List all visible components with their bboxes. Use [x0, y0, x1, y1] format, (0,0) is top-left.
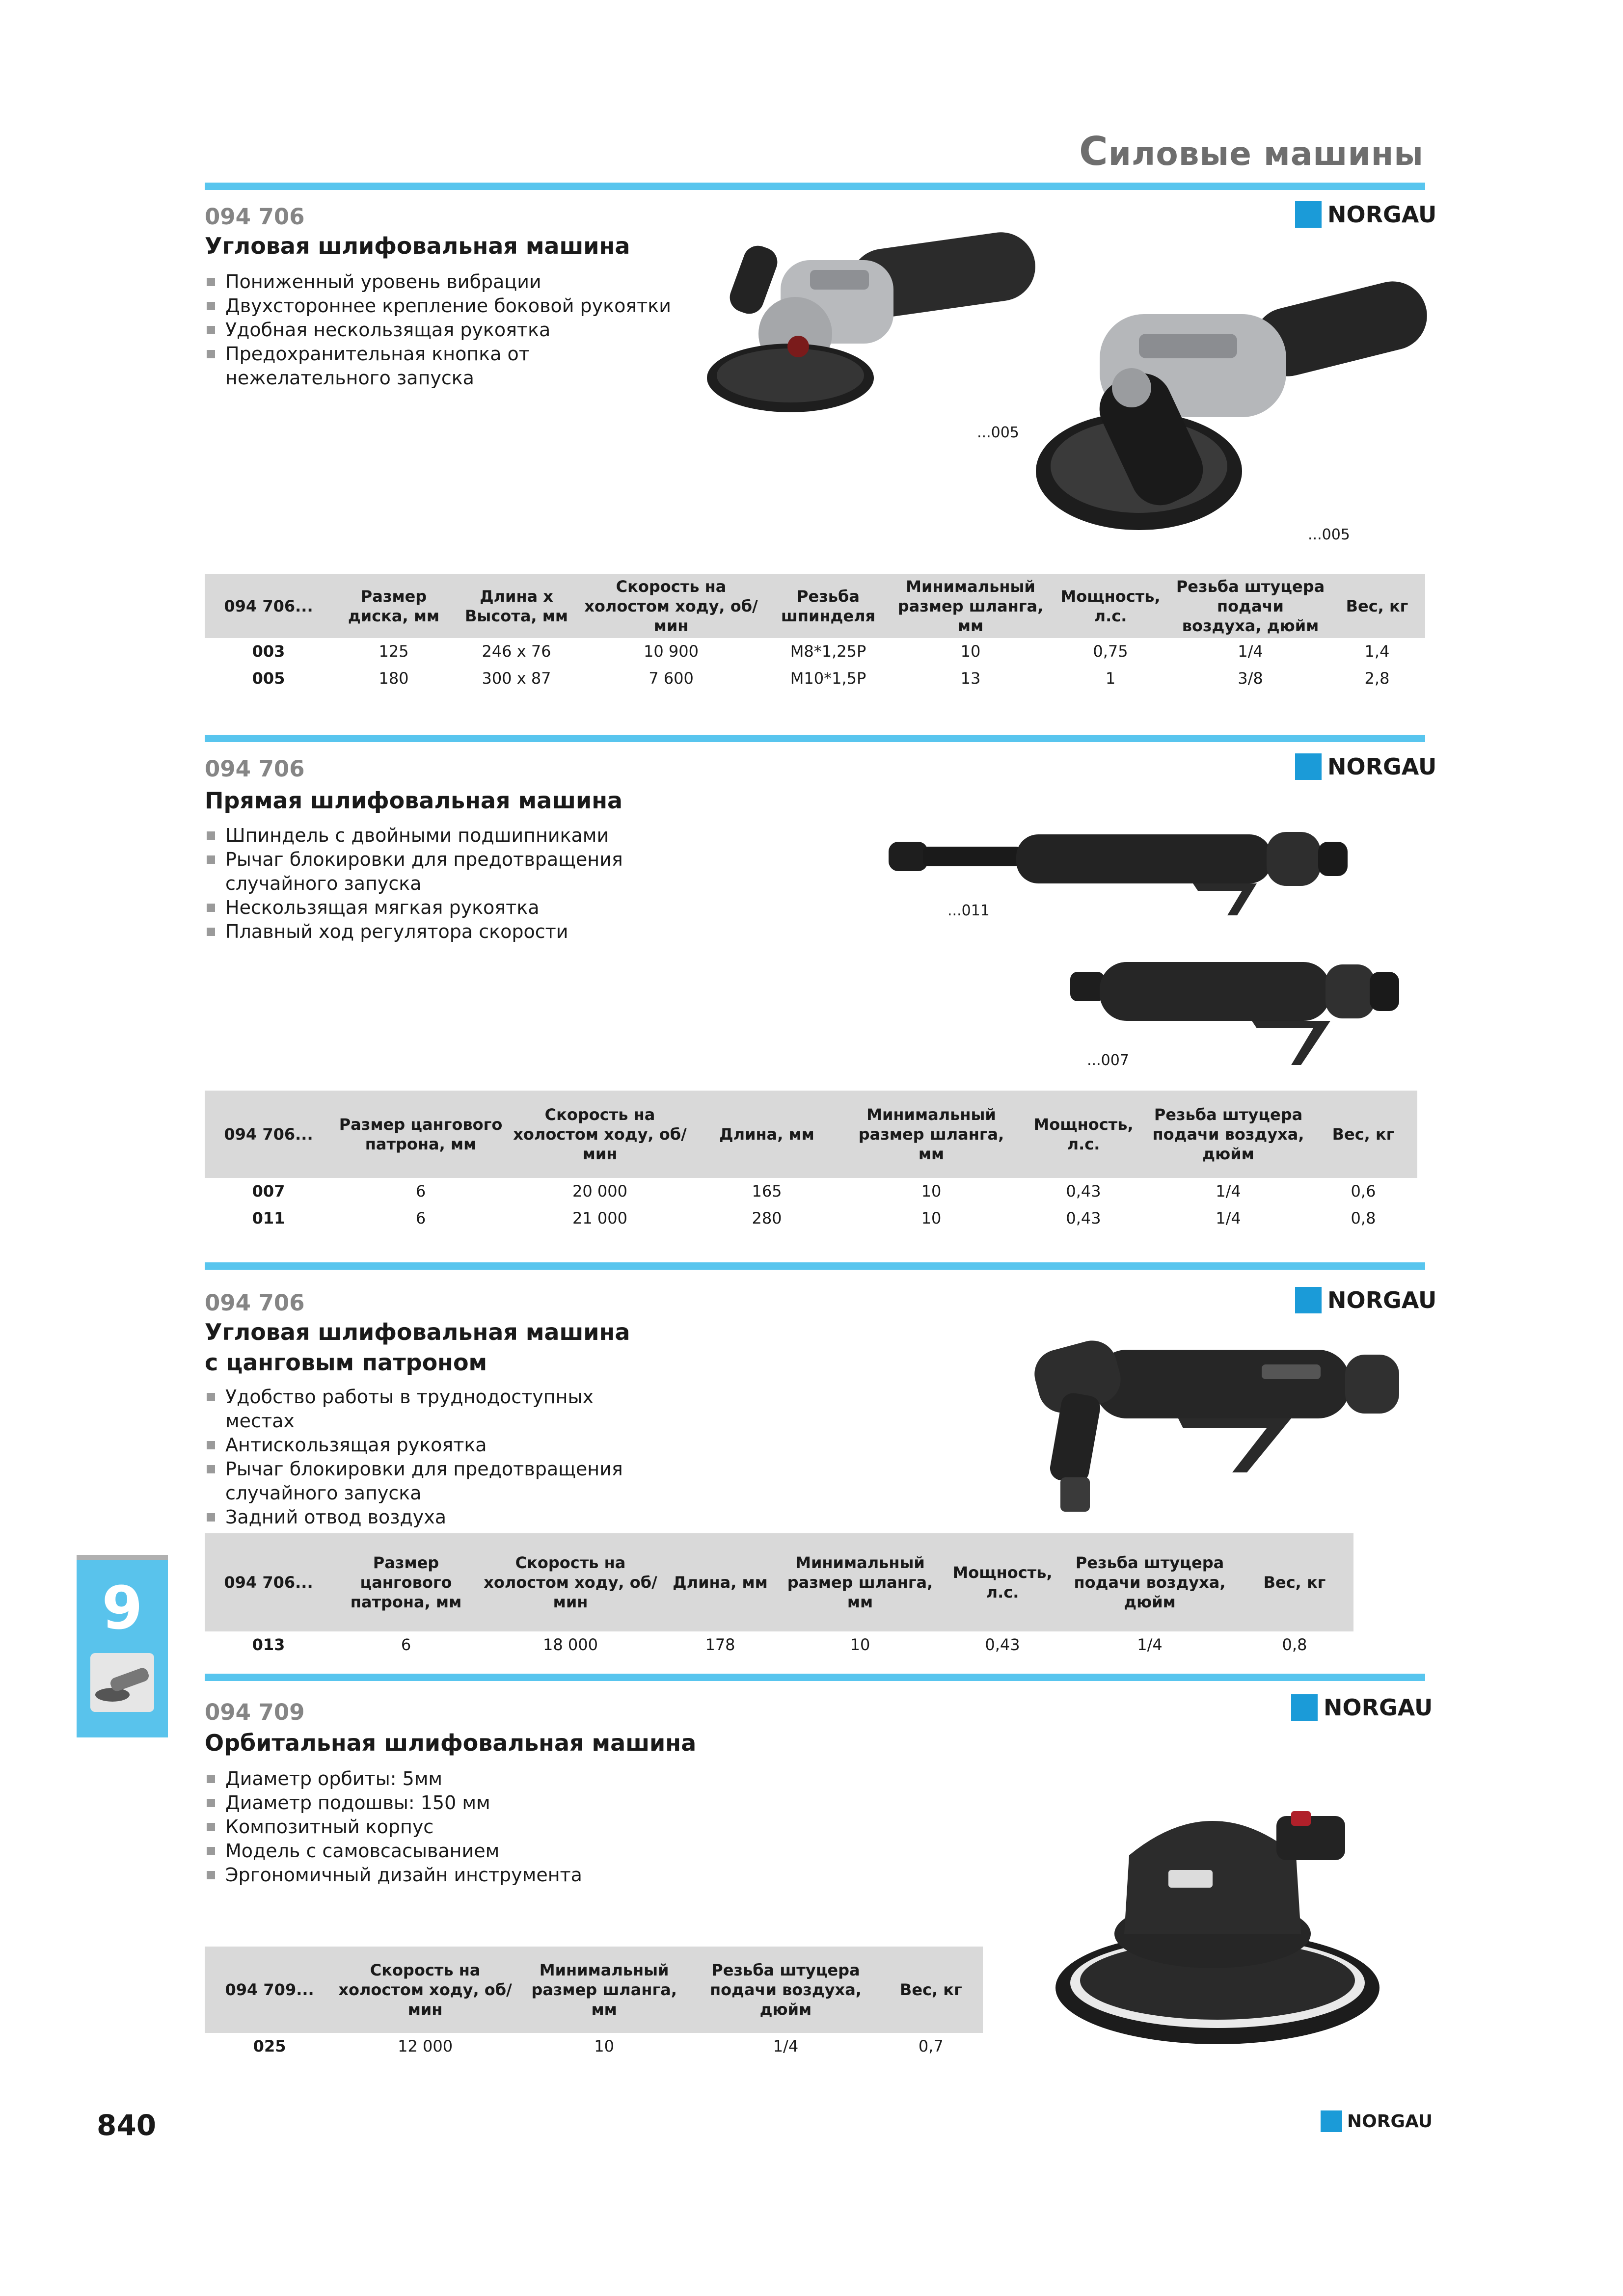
page-number: 840 — [97, 2109, 157, 2142]
list-item: Удобство работы в труднодоступных местах — [205, 1385, 647, 1433]
table-cell: 10 — [921, 1209, 942, 1228]
table-cell: 0,7 — [918, 2037, 944, 2056]
table-cell: 007 — [252, 1182, 285, 1201]
table-header: Скорость на холостом ходу, об/мин — [578, 574, 764, 638]
table-header: Минимальный размер шланга, мм — [516, 1947, 692, 2033]
table-header: Вес, кг — [1329, 574, 1425, 638]
table-cell: 1 — [1105, 669, 1116, 688]
list-item: Рычаг блокировки для предотвращения случайного запуска — [205, 1457, 647, 1505]
product-code: 094 706 — [205, 204, 305, 230]
table-cell: 13 — [960, 669, 981, 688]
table-header: Резьба штуцера подачи воздуха, дюйм — [1147, 1091, 1309, 1178]
table-cell: 7 600 — [649, 669, 694, 688]
product-title: Прямая шлифовальная машина — [205, 787, 623, 814]
brand-square-icon — [1295, 201, 1322, 228]
list-item: Плавный ход регулятора скорости — [205, 920, 627, 944]
product-title: Угловая шлифовальная машина — [205, 233, 630, 259]
table-header: Вес, кг — [1309, 1091, 1417, 1178]
product-title: Угловая шлифовальная машина с цанговым патроном — [205, 1319, 630, 1376]
table-header: 094 706... — [205, 1533, 332, 1631]
grinder-chapter-icon — [90, 1653, 154, 1712]
list-item: Удобная нескользящая рукоятка — [205, 318, 676, 342]
list-item: Эргономичный дизайн инструмента — [205, 1863, 647, 1887]
list-item: Диаметр подошвы: 150 мм — [205, 1791, 647, 1815]
table-cell: 0,6 — [1351, 1182, 1376, 1201]
brand-logo: NORGAU — [1291, 1694, 1433, 1721]
table-header: Вес, кг — [1236, 1533, 1353, 1631]
table-cell: 1/4 — [1238, 642, 1263, 661]
table-cell: 011 — [252, 1209, 285, 1228]
angle-grinder-image — [702, 216, 1075, 442]
table-cell: 6 — [401, 1635, 411, 1654]
table-header: Минимальный размер шланга, мм — [892, 574, 1049, 638]
table-cell: 0,8 — [1351, 1209, 1376, 1228]
table-header: 094 709... — [205, 1947, 334, 2033]
table-header: Скорость на холостом ходу, об/мин — [480, 1533, 661, 1631]
spec-table — [205, 1947, 983, 2060]
chapter-tab — [77, 1555, 168, 1737]
brand-logo: NORGAU — [1295, 1287, 1436, 1313]
table-header: Длина x Высота, мм — [455, 574, 578, 638]
table-cell: 1/4 — [1216, 1209, 1241, 1228]
section-divider — [205, 1262, 1425, 1270]
table-cell: 21 000 — [572, 1209, 627, 1228]
table-row — [205, 1631, 1353, 1658]
table-header: 094 706... — [205, 1091, 332, 1178]
table-cell: 180 — [379, 669, 409, 688]
product-code: 094 709 — [205, 1699, 305, 1725]
feature-list — [205, 1385, 647, 1529]
table-cell: 013 — [252, 1635, 285, 1654]
table-header: Мощность, л.с. — [1049, 574, 1172, 638]
table-header: Длина, мм — [691, 1091, 843, 1178]
section-divider — [205, 735, 1425, 742]
feature-list — [205, 1767, 647, 1887]
product-title: Орбитальная шлифовальная машина — [205, 1730, 697, 1756]
table-cell: 10 900 — [644, 642, 699, 661]
table-header: Минимальный размер шланга, мм — [779, 1533, 941, 1631]
table-cell: 12 000 — [398, 2037, 453, 2056]
angle-die-grinder-image — [1016, 1335, 1419, 1522]
table-cell: M10*1,5P — [790, 669, 866, 688]
table-header: Мощность, л.с. — [1020, 1091, 1147, 1178]
image-label: ...005 — [977, 424, 1019, 441]
table-header: Размер цангового патрона, мм — [332, 1533, 480, 1631]
table-cell: 003 — [252, 642, 285, 661]
orbital-sander-image — [1046, 1757, 1399, 2052]
spec-table — [205, 574, 1425, 692]
page-heading: Силовые машины — [1079, 129, 1424, 174]
section-divider — [205, 1674, 1425, 1681]
chapter-number: 9 — [102, 1575, 143, 1643]
table-cell: 6 — [415, 1182, 426, 1201]
brand-square-icon — [1321, 2110, 1342, 2132]
table-cell: 280 — [752, 1209, 782, 1228]
list-item: Антискользящая рукоятка — [205, 1433, 647, 1457]
list-item: Задний отвод воздуха — [205, 1505, 647, 1529]
list-item: Диаметр орбиты: 5мм — [205, 1767, 647, 1791]
table-cell: 0,75 — [1093, 642, 1128, 661]
table-header: Резьба штуцера подачи воздуха, дюйм — [1172, 574, 1329, 638]
table-cell: 10 — [594, 2037, 614, 2056]
table-cell: 6 — [415, 1209, 426, 1228]
brand-square-icon — [1295, 753, 1322, 780]
table-cell: 0,43 — [985, 1635, 1020, 1654]
table-header: Резьба штуцера подачи воздуха, дюйм — [1064, 1533, 1236, 1631]
table-row — [205, 665, 1425, 692]
table-cell: 2,8 — [1364, 669, 1390, 688]
table-header: Минимальный размер шланга, мм — [843, 1091, 1020, 1178]
table-cell: 165 — [752, 1182, 782, 1201]
table-cell: 178 — [705, 1635, 735, 1654]
table-cell: 1/4 — [1137, 1635, 1163, 1654]
table-cell: 10 — [850, 1635, 870, 1654]
feature-list — [205, 270, 676, 390]
table-cell: 20 000 — [572, 1182, 627, 1201]
spec-table — [205, 1533, 1353, 1658]
spec-table — [205, 1091, 1417, 1232]
table-cell: 0,8 — [1282, 1635, 1307, 1654]
table-header: Размер цангового патрона, мм — [332, 1091, 509, 1178]
table-row — [205, 2033, 983, 2060]
brand-logo: NORGAU — [1295, 201, 1436, 228]
table-row — [205, 1178, 1417, 1205]
table-header: Размер диска, мм — [332, 574, 455, 638]
footer-brand-logo: NORGAU — [1321, 2110, 1433, 2132]
brand-square-icon — [1291, 1694, 1318, 1721]
table-cell: M8*1,25P — [790, 642, 866, 661]
table-cell: 18 000 — [543, 1635, 598, 1654]
table-cell: 005 — [252, 669, 285, 688]
image-label: ...007 — [1087, 1052, 1129, 1069]
product-code: 094 706 — [205, 756, 305, 782]
section-divider — [205, 183, 1425, 190]
brand-logo: NORGAU — [1295, 753, 1436, 780]
table-cell: 0,43 — [1066, 1209, 1101, 1228]
table-cell: 1,4 — [1364, 642, 1390, 661]
table-cell: 10 — [921, 1182, 942, 1201]
table-header: Скорость на холостом ходу, об/мин — [334, 1947, 516, 2033]
brand-square-icon — [1295, 1287, 1322, 1313]
table-cell: 246 x 76 — [482, 642, 551, 661]
table-cell: 3/8 — [1238, 669, 1263, 688]
table-header: 094 706... — [205, 574, 332, 638]
table-cell: 1/4 — [773, 2037, 799, 2056]
list-item: Нескользящая мягкая рукоятка — [205, 896, 627, 920]
image-label: ...011 — [947, 902, 990, 919]
table-header: Резьба шпинделя — [764, 574, 892, 638]
list-item: Модель с самовсасыванием — [205, 1839, 647, 1863]
table-cell: 300 x 87 — [482, 669, 551, 688]
image-label: ...005 — [1308, 526, 1350, 543]
table-header: Резьба штуцера подачи воздуха, дюйм — [692, 1947, 879, 2033]
table-header: Скорость на холостом ходу, об/мин — [509, 1091, 691, 1178]
table-header: Мощность, л.с. — [941, 1533, 1064, 1631]
list-item: Шпиндель с двойными подшипниками — [205, 824, 627, 848]
table-cell: 10 — [960, 642, 981, 661]
table-cell: 025 — [253, 2037, 286, 2056]
table-row — [205, 1205, 1417, 1232]
table-cell: 125 — [379, 642, 409, 661]
angle-grinder-large-image — [1026, 260, 1434, 535]
table-cell: 0,43 — [1066, 1182, 1101, 1201]
list-item: Рычаг блокировки для предотвращения случайного запуска — [205, 848, 627, 896]
list-item: Композитный корпус — [205, 1815, 647, 1839]
table-header: Вес, кг — [879, 1947, 983, 2033]
product-code: 094 706 — [205, 1290, 305, 1316]
table-header: Длина, мм — [661, 1533, 779, 1631]
table-cell: 1/4 — [1216, 1182, 1241, 1201]
list-item: Предохранительная кнопка от нежелательного запуска — [205, 342, 676, 390]
table-row — [205, 638, 1425, 665]
feature-list — [205, 824, 627, 944]
list-item: Пониженный уровень вибрации — [205, 270, 676, 294]
list-item: Двухстороннее крепление боковой рукоятки — [205, 294, 676, 318]
